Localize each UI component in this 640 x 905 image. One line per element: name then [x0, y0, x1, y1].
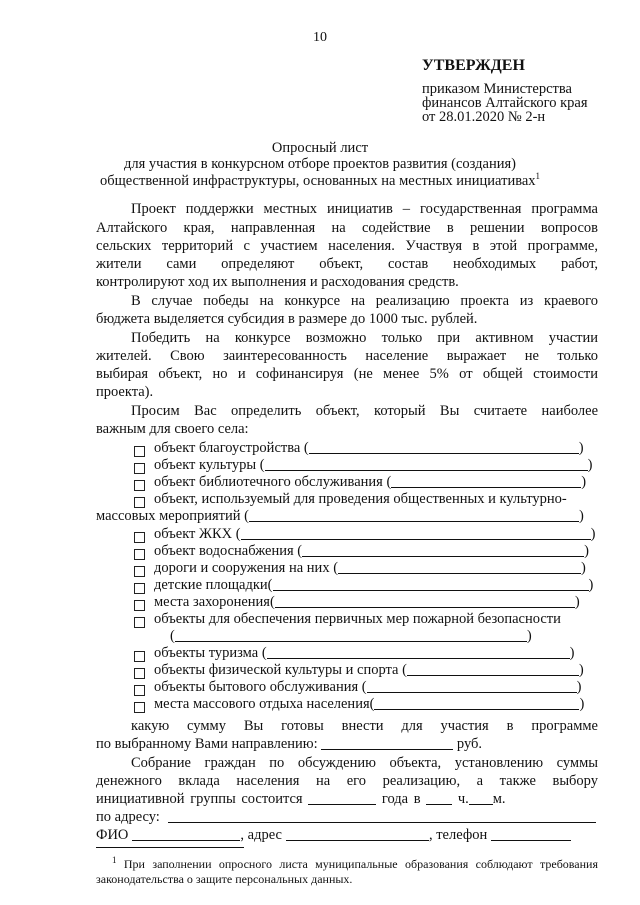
option-label: (: [170, 628, 175, 644]
para3-line: жителей. Свою заинтересованность население выражает не только: [96, 348, 598, 364]
option-row-cont: [170, 628, 532, 645]
para3-line: проекта).: [96, 384, 154, 400]
option-label: массовых мероприятий (: [96, 508, 249, 524]
option-input[interactable]: [275, 595, 575, 608]
option-close-paren: ): [587, 457, 593, 473]
meeting-address-input[interactable]: [168, 810, 596, 823]
option-input[interactable]: [338, 561, 581, 574]
para1-line: сельских территорий с участием населения. Участвуя в этой программе,: [96, 238, 598, 254]
option-row: [134, 457, 592, 474]
option-close-paren: ): [574, 594, 580, 610]
option-checkbox[interactable]: [134, 702, 145, 713]
para3-line: выбирая объект, но и софинансируя (не менее 5% от общей стоимости: [96, 366, 598, 382]
para4-line: Просим Вас определить объект, который Вы считаете наиболее: [131, 403, 598, 419]
approval-line-1: приказом Министерства: [422, 81, 572, 97]
footnote-text: При заполнении опросного листа муниципальные образования соблюдают требования законодательства о защите персональных данных.: [96, 857, 598, 886]
option-checkbox[interactable]: [134, 651, 145, 662]
sum-question-line-2: по выбранному Вами направлению: руб.: [96, 736, 483, 752]
fio-label: ФИО: [96, 827, 129, 843]
option-checkbox[interactable]: [134, 497, 145, 508]
option-checkbox[interactable]: [134, 446, 145, 457]
para2-line: бюджета выделяется субсидия в размере до 1000 тыс. рублей.: [96, 311, 478, 327]
option-row: [134, 611, 561, 628]
footnote-mark: 1: [535, 171, 541, 181]
option-checkbox[interactable]: [134, 566, 145, 577]
option-input[interactable]: [309, 441, 579, 454]
option-input[interactable]: [407, 663, 579, 676]
option-label: дороги и сооружения на них (: [154, 560, 339, 576]
option-row: [134, 526, 595, 543]
option-input[interactable]: [241, 527, 591, 540]
option-row: [134, 594, 580, 611]
meeting-line-3: инициативной группы состоится года в ч. м.: [96, 791, 506, 807]
option-row: [134, 679, 581, 696]
option-input[interactable]: [265, 458, 588, 471]
meeting-line-1: Собрание граждан по обсуждению объекта, установлению суммы: [131, 755, 598, 771]
option-input[interactable]: [175, 629, 527, 642]
meeting-date-input[interactable]: [308, 792, 376, 805]
option-input[interactable]: [391, 475, 581, 488]
option-label: места захоронения(: [154, 594, 275, 610]
option-close-paren: ): [579, 696, 585, 712]
approval-line-2: финансов Алтайского края: [422, 95, 588, 111]
option-row: [134, 662, 584, 679]
para4-line: важным для своего села:: [96, 421, 249, 437]
option-input[interactable]: [302, 544, 584, 557]
approval-heading: УТВЕРЖДЕН: [422, 57, 525, 74]
option-checkbox[interactable]: [134, 463, 145, 474]
option-label: объекты бытового обслуживания (: [154, 679, 367, 695]
option-checkbox[interactable]: [134, 532, 145, 543]
option-checkbox[interactable]: [134, 685, 145, 696]
option-label: объект ЖКХ (: [154, 526, 241, 542]
para1-line: контролируют ход их выполнения и расходования средств.: [96, 274, 459, 290]
option-label: объект культуры (: [154, 457, 265, 473]
option-input[interactable]: [273, 578, 589, 591]
option-close-paren: ): [578, 662, 584, 678]
option-row: [134, 696, 584, 713]
doc-title: Опросный лист: [271, 140, 369, 156]
option-label: детские площадки(: [154, 577, 273, 593]
meeting-line-4: по адресу:: [96, 809, 596, 826]
option-input[interactable]: [367, 680, 577, 693]
fio-input[interactable]: [132, 828, 240, 841]
para2-line: В случае победы на конкурсе на реализацию проекта из краевого: [131, 293, 598, 309]
phone-input[interactable]: [491, 828, 571, 841]
option-label: объекты физической культуры и спорта (: [154, 662, 407, 678]
meeting-hour-input[interactable]: [426, 792, 452, 805]
sum-input[interactable]: [321, 737, 453, 750]
option-label: объект, используемый для проведения общественных и культурно-: [154, 491, 567, 507]
meeting-line-2: денежного вклада населения на его реализацию, а также выбору: [96, 773, 598, 789]
option-input[interactable]: [249, 509, 579, 522]
footnote: [96, 853, 598, 887]
option-close-paren: ): [569, 645, 575, 661]
option-row: [134, 560, 586, 577]
address-label: , адрес: [240, 827, 282, 843]
option-row-cont: [96, 508, 584, 525]
option-label: объект водоснабжения (: [154, 543, 303, 559]
option-label: объект благоустройства (: [154, 440, 309, 456]
option-label: объекты туризма (: [154, 645, 267, 661]
option-row: [134, 440, 584, 457]
option-close-paren: ): [581, 474, 587, 490]
option-close-paren: ): [590, 526, 596, 542]
option-input[interactable]: [267, 646, 570, 659]
option-close-paren: ): [578, 440, 584, 456]
option-close-paren: ): [578, 508, 584, 524]
contact-line: [96, 827, 571, 844]
option-row: [134, 645, 575, 662]
option-checkbox[interactable]: [134, 480, 145, 491]
option-label: места массового отдыха населения(: [154, 696, 375, 712]
para3-line: Победить на конкурсе возможно только при активном участии: [131, 330, 598, 346]
option-checkbox[interactable]: [134, 583, 145, 594]
option-checkbox[interactable]: [134, 668, 145, 679]
option-row: [134, 543, 589, 560]
page-number: 10: [313, 30, 327, 45]
footnote-divider: [96, 847, 244, 848]
option-input[interactable]: [374, 697, 579, 710]
option-checkbox[interactable]: [134, 549, 145, 560]
approval-line-3: от 28.01.2020 № 2-н: [422, 109, 546, 125]
option-close-paren: ): [584, 543, 589, 559]
option-close-paren: ): [526, 628, 532, 644]
option-label: объекты для обеспечения первичных мер пожарной безопасности: [154, 611, 561, 627]
option-close-paren: ): [581, 560, 586, 576]
option-row: [134, 491, 567, 508]
para1-line: Алтайского края, направленная на содействие в решении вопросов: [96, 220, 598, 236]
option-close-paren: ): [576, 679, 582, 695]
doc-subtitle-2: общественной инфраструктуры, основанных на местных инициативах$^1$: [99, 171, 541, 189]
option-label: объект библиотечного обслуживания (: [154, 474, 392, 490]
footnote-number: 1: [112, 855, 117, 865]
meeting-minute-input[interactable]: [469, 792, 493, 805]
para1-line: Проект поддержки местных инициатив – государственная программа: [131, 201, 598, 217]
option-close-paren: ): [588, 577, 594, 593]
option-row: [134, 474, 586, 491]
option-checkbox[interactable]: [134, 600, 145, 611]
option-checkbox[interactable]: [134, 617, 145, 628]
para1-line: жители сами определяют объект, состав необходимых работ,: [96, 256, 598, 272]
doc-subtitle-1: для участия в конкурсном отборе проектов развития (создания): [124, 156, 516, 172]
sum-question-line-1: какую сумму Вы готовы внести для участия в программе: [131, 718, 598, 734]
address-input[interactable]: [286, 828, 429, 841]
phone-label: , телефон: [428, 827, 488, 843]
option-row: [134, 577, 593, 594]
